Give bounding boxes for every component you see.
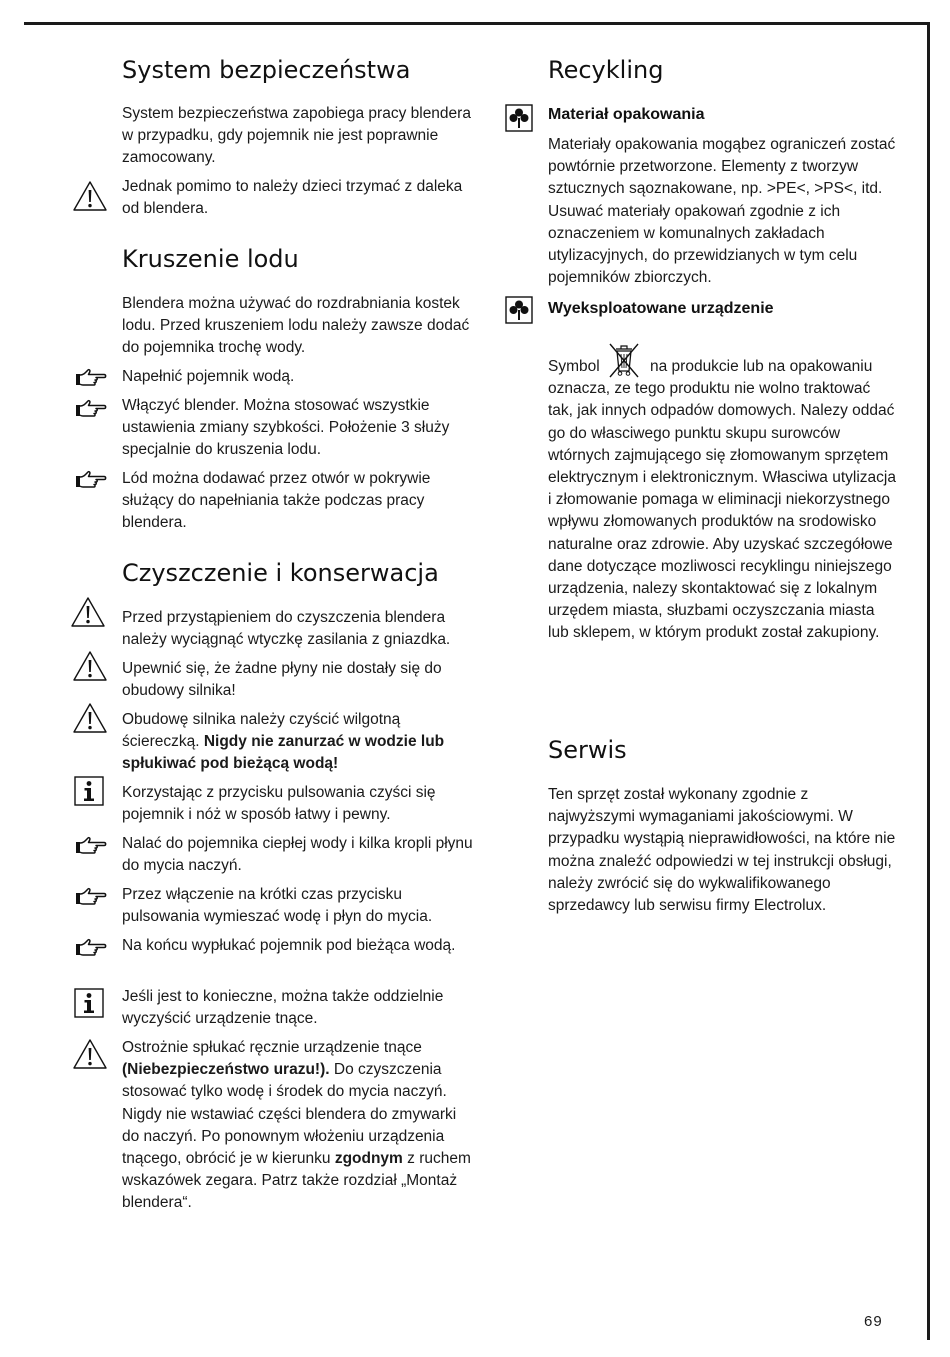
heading-recykling: Recykling	[548, 56, 664, 84]
clean-step-rinse: Na końcu wypłukać pojemnik pod bieżąca wodą.	[122, 937, 456, 954]
clover-recycling-icon	[505, 296, 533, 324]
clean-blade-info-text: Jeśli jest to konieczne, można także oddzielnie wyczyścić urządzenie tnące.	[122, 988, 444, 1028]
pointing-hand-icon	[74, 368, 108, 388]
ice-intro-text: Blendera można używać do rozdrabniania kostek lodu. Przed kruszeniem lodu należy zawsze dodać do pojemnika trochę wody.	[122, 295, 470, 357]
ice-step-fill: Napełnić pojemnik wodą.	[122, 368, 295, 385]
warning-triangle-icon	[72, 1038, 108, 1070]
pointing-hand-icon	[74, 887, 108, 907]
subheading-wyeksploatowane: Wyeksploatowane urządzenie	[548, 300, 774, 317]
clean-blade-warning-text	[122, 1037, 474, 1215]
blade-text-1: Ostrożnie spłukać ręcznie urządzenie tnące	[122, 1039, 422, 1056]
pointing-hand-icon	[74, 399, 108, 419]
warning-triangle-icon	[72, 650, 108, 682]
packaging-text: Materiały opakowania mogąbez ograniczeń zostać powtórnie przetworzone. Elementy z tworzyw sztucznych sąoznakowane, np. >PE<, >PS<, itd. Usuwać materiały opakowań zgodnie z ich oznaczeniem w komunalnych zakładach utylizacyjnych, do przewidzianych w tym celu pojemników zbiorczych.	[548, 136, 896, 287]
warning-triangle-icon	[70, 596, 106, 628]
clean-housing-plain: Obudowę silnika należy czyścić wilgotną ściereczką.	[122, 711, 401, 751]
heading-serwis: Serwis	[548, 736, 627, 764]
system-warning-text: Jednak pomimo to należy dzieci trzymać z daleka od blendera.	[122, 178, 463, 218]
device-disposal-text	[548, 356, 898, 645]
crossed-bin-icon	[606, 341, 642, 379]
blade-text-2: Do czyszczenia stosować tylko wodę i środek do mycia naczyń. Nigdy nie wstawiać części blendera do zmywarki do naczyń. Po ponownym włożeniu urządzenia tnącego, obrócić je w kierunku	[122, 1061, 457, 1168]
service-text: Ten sprzęt został wykonany zgodnie z najwyższymi wymaganiami jakościowymi. W przypadku wystąpią nieprawidłowości, na które nie można znaleźć odpowiedzi w tej instrukcji obsługi, należy zwrócić się do wykwalifikowanego sprzedawcy lub serwisu firmy Electrolux.	[548, 786, 896, 915]
heading-kruszenie-lodu: Kruszenie lodu	[122, 245, 299, 273]
device-disposal-body: na produkcie lub na opakowaniu oznacza, ze tego produktu nie wolno traktować tak, jak innych odpadów domowych. Nalezy oddać go do własciwego punktu skupu surowców wtórnych zajmującego się złomowanym sprzętem elektrycznym i elektronicznym. Własciwa utylizacja i złomowanie pomaga w eliminacji niekorzystnego wpływu złomowanych produktów na srodowisko naturalne oraz zdrowie. Aby uzyskać szczegółowe dane dotyczące mozliwosci recyklingu niniejszego urządzenia, nalezy skontaktować się z lokalnym urzędem miasta, słuzbami oczyszczania miasta lub sklepem, w którym produkt został zakupiony.	[548, 358, 896, 642]
info-icon	[74, 776, 104, 806]
right-border-rule	[927, 22, 930, 1340]
heading-system-bezpieczenstwa: System bezpieczeństwa	[122, 56, 411, 84]
clean-no-liquids-text: Upewnić się, że żadne płyny nie dostały się do obudowy silnika!	[122, 660, 442, 700]
warning-triangle-icon	[72, 180, 108, 212]
clean-step-pulse: Przez włączenie na krótki czas przycisku pulsowania wymieszać wodę i płyn do mycia.	[122, 886, 433, 926]
pointing-hand-icon	[74, 938, 108, 958]
pointing-hand-icon	[74, 470, 108, 490]
heading-czyszczenie: Czyszczenie i konserwacja	[122, 559, 439, 587]
clean-housing-text	[122, 709, 474, 776]
warning-triangle-icon	[72, 702, 108, 734]
pointing-hand-icon	[74, 836, 108, 856]
top-border-rule	[24, 22, 930, 25]
clean-housing-bold: Nigdy nie zanurzać w wodzie lub spłukiwać pod bieżącą wodą!	[122, 733, 445, 773]
clean-unplug-text: Przed przystąpieniem do czyszczenia blendera należy wyciągnąć wtyczkę zasilania z gniazdka.	[122, 609, 451, 649]
ice-step-switch-on: Włączyć blender. Można stosować wszystkie ustawienia zmiany szybkości. Położenie 3 służy specjalnie do kruszenia lodu.	[122, 397, 450, 459]
blade-text-bold-clockwise: zgodnym	[334, 1150, 403, 1168]
blade-text-3: z ruchem wskazówek zegara. Patrz także rozdział „Montaż blendera“.	[122, 1150, 471, 1212]
clean-step-water: Nalać do pojemnika ciepłej wody i kilka kropli płynu do mycia naczyń.	[122, 835, 473, 875]
blade-text-bold-danger: (Niebezpieczeństwo urazu!).	[122, 1061, 330, 1079]
ice-step-add-ice: Lód można dodawać przez otwór w pokrywie służący do napełniania także podczas pracy blendera.	[122, 470, 431, 532]
info-icon	[74, 988, 104, 1018]
clover-recycling-icon	[505, 104, 533, 132]
device-symbol-word: Symbol	[548, 358, 600, 375]
page-number: 69	[864, 1313, 883, 1330]
subheading-material-opakowania: Materiał opakowania	[548, 106, 705, 123]
system-intro-text: System bezpieczeństwa zapobiega pracy blendera w przypadku, gdy pojemnik nie jest poprawnie zamocowany.	[122, 105, 471, 167]
clean-pulse-info-text: Korzystając z przycisku pulsowania czyści się pojemnik i nóż w sposób łatwy i pewny.	[122, 784, 436, 824]
